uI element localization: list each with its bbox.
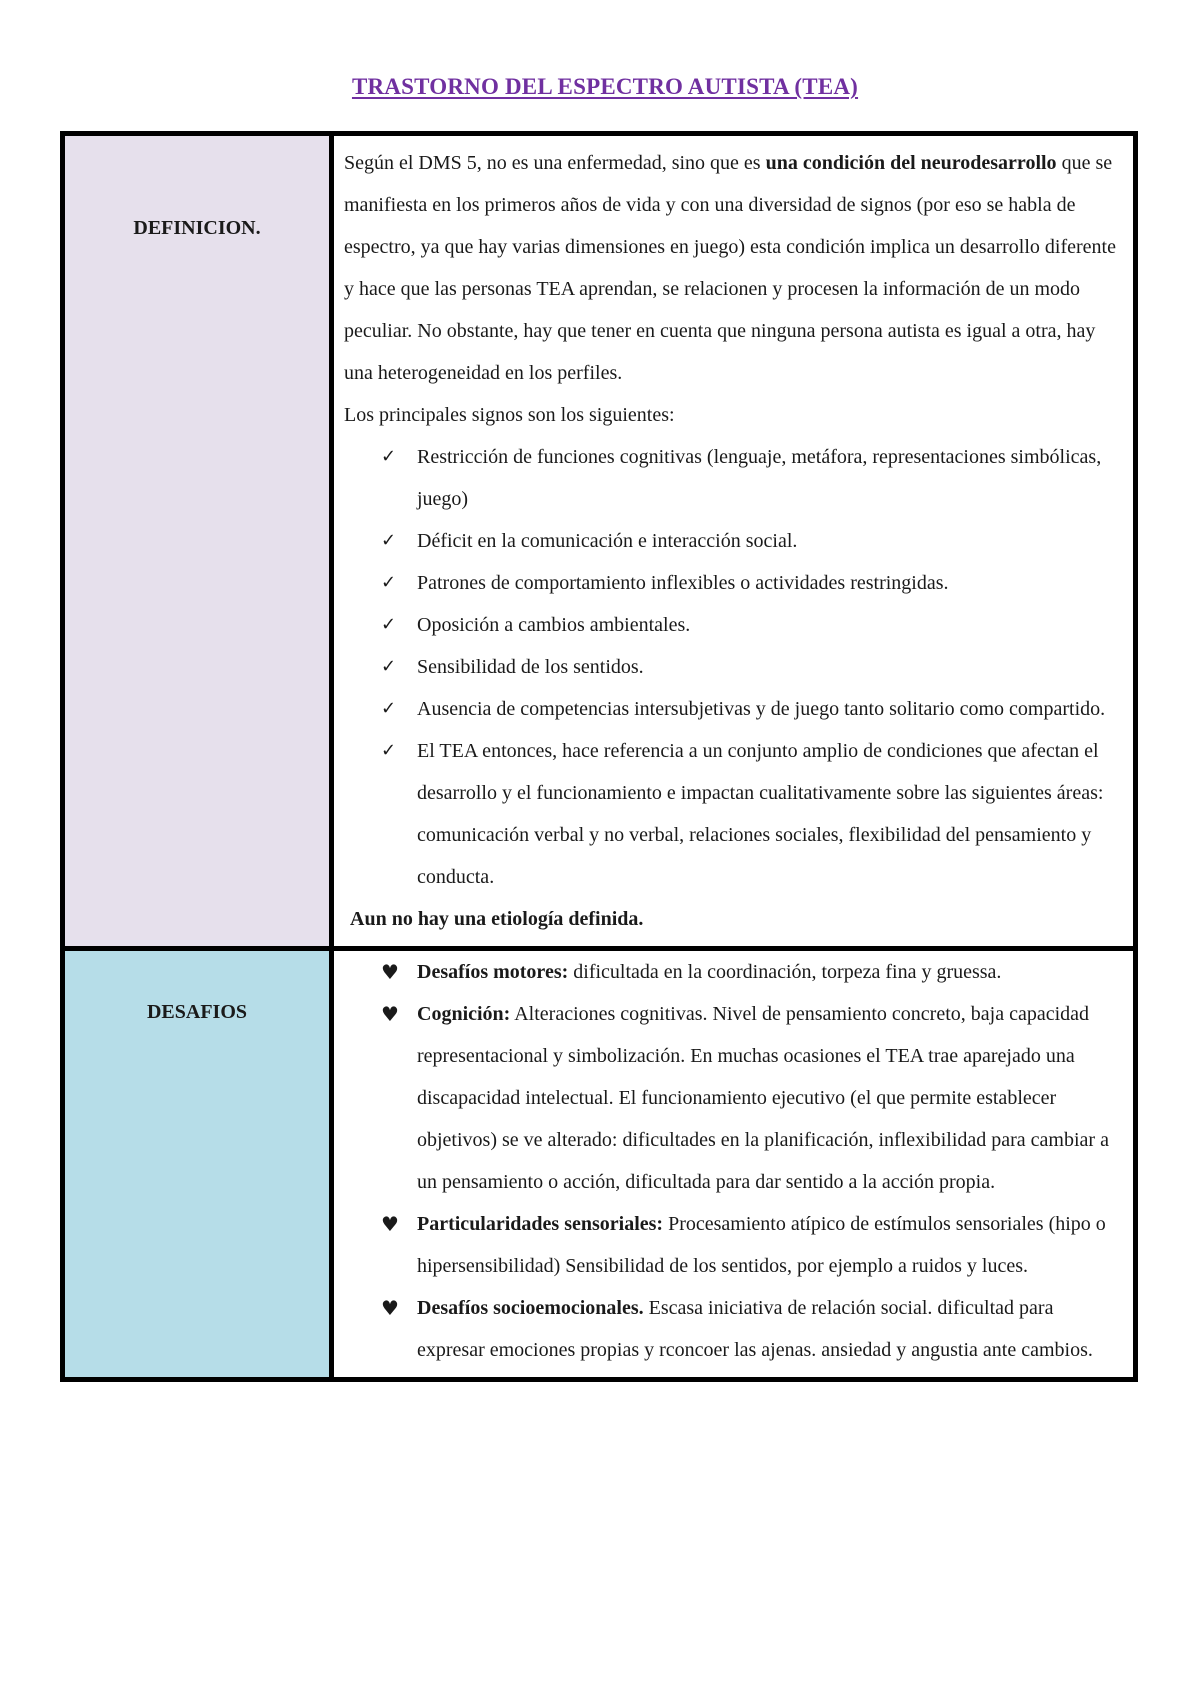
list-item (344, 730, 1123, 898)
sign-text: Oposición a cambios ambientales. (417, 614, 691, 636)
sign-text: Patrones de comportamiento inflexibles o actividades restringidas. (417, 572, 949, 594)
challenge-text: Procesamiento atípico de estímulos sensoriales (hipo o hipersensibilidad) Sensibilidad de los sentidos, por ejemplo a ruidos y luces. (417, 1213, 1106, 1277)
definition-paragraph (344, 142, 1123, 394)
list-item (344, 1203, 1123, 1287)
list-item (344, 688, 1123, 730)
sign-text: El TEA entonces, hace referencia a un conjunto amplio de condiciones que afectan el desarrollo y el funcionamiento e impactan cualitativamente sobre las siguientes áreas: comunicación verbal y no verbal, relaciones sociales, flexibilidad del pensamiento y conducta. (417, 740, 1104, 888)
checkmark-icon: ✓ (381, 740, 397, 761)
definition-label: DEFINICION. (133, 217, 261, 239)
content-table (60, 131, 1138, 1382)
list-item (344, 436, 1123, 520)
challenge-heading: Desafíos socioemocionales. (417, 1297, 644, 1319)
checkmark-icon: ✓ (381, 530, 397, 551)
challenge-text: dificultada en la coordinación, torpeza fina y gruessa. (568, 961, 1002, 983)
definition-bold-term: una condición del neurodesarrollo (765, 152, 1057, 174)
checkmark-icon: ✓ (381, 614, 397, 635)
checkmark-icon: ✓ (381, 446, 397, 467)
signs-list (344, 436, 1123, 898)
challenges-content-cell (334, 951, 1133, 1377)
challenges-label-cell (65, 951, 334, 1377)
challenge-text: Alteraciones cognitivas. Nivel de pensamiento concreto, baja capacidad representacional y simbolización. En muchas ocasiones el TEA trae aparejado una discapacidad intelectual. El funcionamiento ejecutivo (el que permite establecer objetivos) se ve alterado: dificultades en la planificación, inflexibilidad para cambiar a un pensamiento o acción, dificultada para dar sentido a la acción propia. (417, 1003, 1109, 1193)
sign-text: Ausencia de competencias intersubjetivas y de juego tanto solitario como compartido. (417, 698, 1106, 720)
list-item (344, 604, 1123, 646)
sign-text: Déficit en la comunicación e interacción social. (417, 530, 798, 552)
definition-text-end: que se manifiesta en los primeros años de vida y con una diversidad de signos (por eso se habla de espectro, ya que hay varias dimensiones en juego) esta condición implica un desarrollo diferente y hace que las personas TEA aprendan, se relacionen y procesen la información de un modo peculiar. No obstante, hay que tener en cuenta que ninguna persona autista es igual a otra, hay una heterogeneidad en los perfiles. (344, 152, 1116, 384)
signs-intro: Los principales signos son los siguientes: (344, 404, 675, 426)
list-item (344, 993, 1123, 1203)
list-item (344, 562, 1123, 604)
sign-text: Restricción de funciones cognitivas (lenguaje, metáfora, representaciones simbólicas, juego) (417, 446, 1102, 510)
heart-bullet-icon: ♥ (381, 1212, 399, 1236)
challenge-heading: Particularidades sensoriales: (417, 1213, 664, 1235)
definition-content-cell (334, 136, 1133, 951)
list-item (344, 1287, 1123, 1371)
list-item (344, 951, 1123, 993)
checkmark-icon: ✓ (381, 656, 397, 677)
challenges-list (344, 951, 1123, 1371)
heart-bullet-icon: ♥ (381, 1002, 399, 1026)
list-item (344, 520, 1123, 562)
sign-text: Sensibilidad de los sentidos. (417, 656, 644, 678)
challenges-label: DESAFIOS (146, 1001, 248, 1023)
definition-text-start: Según el DMS 5, no es una enfermedad, sino que es (344, 152, 766, 174)
challenge-text: Escasa iniciativa de relación social. dificultad para expresar emociones propias y rconcoer las ajenas. ansiedad y angustia ante cambios. (417, 1297, 1093, 1361)
heart-bullet-icon: ♥ (381, 960, 399, 984)
etiology-note: Aun no hay una etiología definida. (350, 908, 644, 930)
challenge-heading: Desafíos motores: (417, 961, 569, 983)
page-title: TRASTORNO DEL ESPECTRO AUTISTA (TEA) (351, 74, 859, 99)
checkmark-icon: ✓ (381, 698, 397, 719)
checkmark-icon: ✓ (381, 572, 397, 593)
heart-bullet-icon: ♥ (381, 1296, 399, 1320)
definition-label-cell (65, 136, 334, 951)
challenge-heading: Cognición: (417, 1003, 511, 1025)
list-item (344, 646, 1123, 688)
